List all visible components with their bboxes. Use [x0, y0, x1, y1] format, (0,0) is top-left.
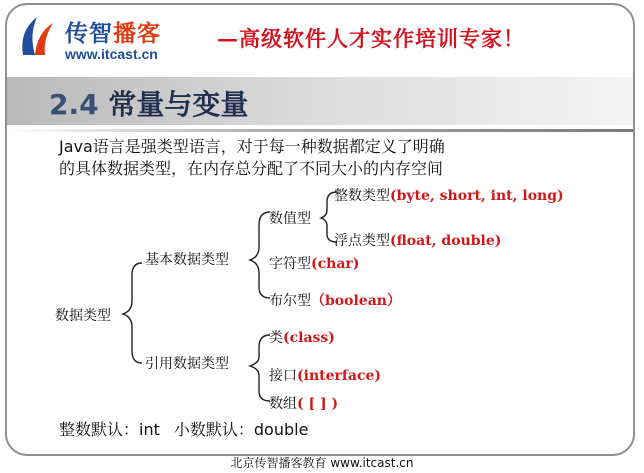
defaults-line [59, 417, 308, 440]
node-numeric: 数值型 [269, 211, 311, 227]
array-label: 数组 [269, 396, 297, 412]
logo-url: www.itcast.cn [65, 46, 158, 62]
float-detail: (float, double) [390, 233, 502, 249]
intro-line-2: 的具体数据类型，在内存总分配了不同大小的内存空间 [59, 159, 444, 178]
node-float [334, 230, 501, 250]
logo-text-part2: 播客 [113, 21, 161, 47]
node-integer [334, 185, 564, 205]
node-class [269, 327, 335, 347]
char-label: 字符型 [269, 256, 311, 272]
interface-detail: (interface) [297, 368, 382, 384]
node-interface [269, 365, 381, 385]
node-reference-types: 引用数据类型 [145, 356, 229, 372]
node-data-types: 数据类型 [55, 308, 111, 324]
node-char [269, 253, 359, 273]
class-detail: (class) [283, 330, 335, 346]
integer-label: 整数类型 [334, 188, 390, 204]
intro-line-1: Java语言是强类型语言，对于每一种数据都定义了明确 [59, 137, 445, 156]
array-detail: ( [ ] ) [297, 396, 339, 412]
brace-root [123, 263, 142, 363]
integer-detail: (byte, short, int, long) [390, 188, 564, 204]
node-primitive-types: 基本数据类型 [145, 252, 229, 268]
interface-label: 接口 [269, 368, 297, 384]
char-detail: (char) [311, 256, 360, 272]
brace-primitive [250, 212, 270, 298]
section-title: 常量与变量 [108, 88, 249, 121]
float-label: 浮点类型 [334, 233, 390, 249]
boolean-detail: （boolean） [311, 293, 401, 309]
brace-reference [250, 335, 270, 401]
tree-braces [7, 5, 633, 454]
section-number: 2.4 [49, 88, 99, 121]
footer: 北京传智播客教育 www.itcast.cn [230, 456, 414, 470]
node-boolean [269, 290, 401, 310]
int-default: 整数默认：int [59, 420, 160, 439]
slogan: —高级软件人才实作培训专家！ [217, 26, 525, 51]
boolean-label: 布尔型 [269, 293, 311, 309]
logo-text-part1: 传智 [65, 21, 113, 47]
node-array [269, 393, 338, 413]
class-label: 类 [269, 330, 283, 346]
slide [5, 3, 635, 456]
float-default: 小数默认：double [173, 420, 309, 439]
